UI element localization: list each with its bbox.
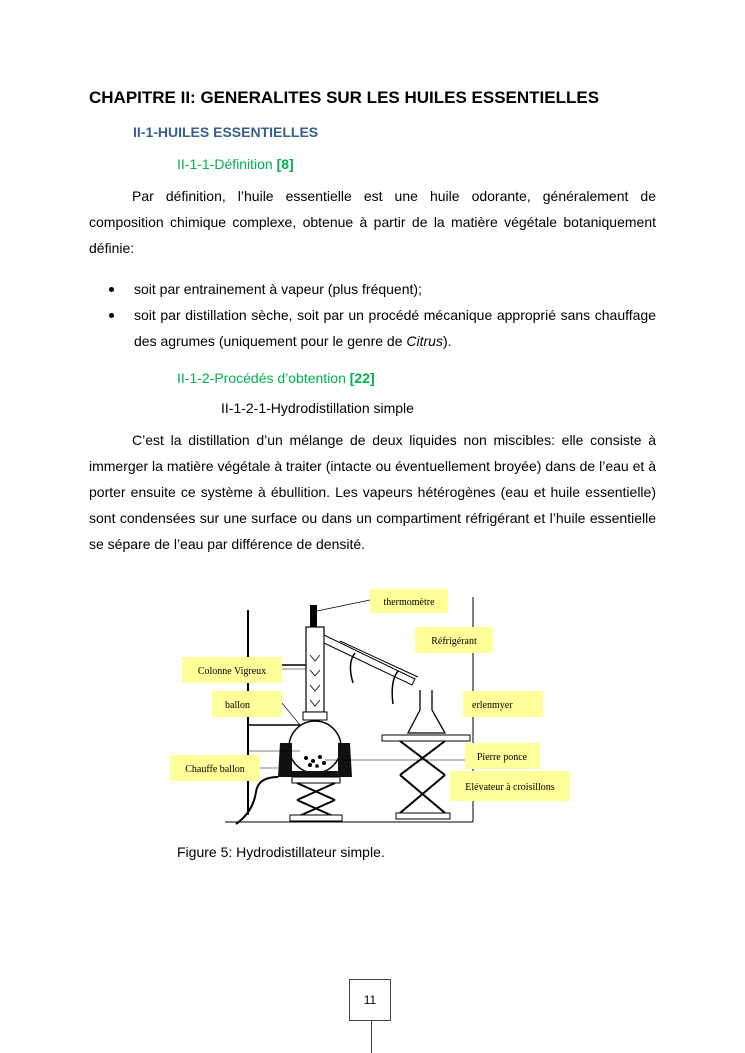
page-number: 11 — [349, 979, 391, 1021]
thermometer-pointer — [317, 600, 370, 611]
label-elevateur: Elévateur à croisillons — [465, 782, 555, 793]
hydro-paragraph-text: C’est la distillation d’un mélange de deux liquides non miscibles: elle consiste à immerger la matière végétale à traiter (intacte ou éventuellement broyée) dans de l’eau et à porter ensuite ce système à ébullition. Les vapeurs hétérogènes (eau et huile essentielle) sont condensées sur une surface ou dans un compartiment réfrigérant et l’huile essentielle se sépare de l’eau par différence de densité. — [89, 432, 656, 552]
subsubsection-title: II-1-2-1-Hydrodistillation simple — [221, 400, 414, 416]
erlenmeyer-flask — [408, 690, 445, 733]
thermometer-cap — [310, 605, 317, 627]
page-number-line — [371, 1021, 372, 1053]
definition-paragraph — [89, 183, 656, 261]
bullet-item-2-text: soit par distillation sèche, soit par un procédé mécanique approprié sans chauffage des agrumes (uniquement pour le genre de — [134, 307, 656, 349]
bullet-item-2 — [89, 302, 656, 354]
label-refrigerant: Réfrigérant — [431, 636, 477, 647]
section-title: II-1-HUILES ESSENTIELLES — [133, 124, 319, 140]
column-joint — [303, 712, 327, 720]
hydro-paragraph — [89, 427, 656, 557]
subsection-procedes — [177, 370, 375, 386]
vigreux-column — [306, 627, 324, 712]
condenser-tube — [324, 635, 415, 685]
chapter-title: CHAPITRE II: GENERALITES SUR LES HUILES ESSENTIELLES — [89, 88, 600, 107]
subsection-definition-ref: [8] — [276, 156, 294, 172]
subsection-definition — [177, 156, 294, 172]
definition-paragraph-text: Par définition, l’huile essentielle est une huile odorante, généralement de composition chimique complexe, obtenue à partir de la matière végétale botaniquement définie: — [89, 188, 656, 256]
left-lift-scissor — [297, 783, 335, 817]
hydrodistillation-figure — [160, 575, 580, 830]
method-bullet-list — [89, 276, 656, 354]
bullet-dot — [109, 313, 114, 318]
right-lift-plate — [382, 735, 470, 741]
bullet-item-2-italic: Citrus — [406, 333, 443, 349]
label-erlenmyer: erlenmyer — [472, 700, 513, 711]
right-lift-scissor — [400, 741, 445, 813]
subsection-procedes-label: II-1-2-Procédés d’obtention — [177, 370, 350, 386]
bullet-dot — [109, 287, 114, 292]
subsection-procedes-ref: [22] — [349, 370, 375, 386]
mantle-cable — [236, 777, 278, 824]
boiling-flask — [289, 721, 341, 773]
ballon-pointer — [282, 703, 300, 725]
label-chauffe: Chauffe ballon — [185, 764, 245, 775]
bullet-item-1 — [89, 276, 656, 302]
bullet-item-2-end: ). — [442, 333, 452, 349]
figure-caption: Figure 5: Hydrodistillateur simple. — [177, 844, 385, 860]
left-lift-plate — [292, 777, 340, 783]
label-colonne: Colonne Vigreux — [197, 666, 267, 677]
left-lift-base — [290, 815, 342, 821]
subsection-definition-label: II-1-1-Définition — [177, 156, 277, 172]
label-ballon: ballon — [225, 700, 250, 711]
right-lift-base — [396, 813, 450, 819]
label-pierre: Pierre ponce — [476, 752, 528, 763]
bullet-item-1-text: soit par entrainement à vapeur (plus fréquent); — [134, 281, 422, 297]
label-thermometre: thermomètre — [383, 597, 435, 608]
